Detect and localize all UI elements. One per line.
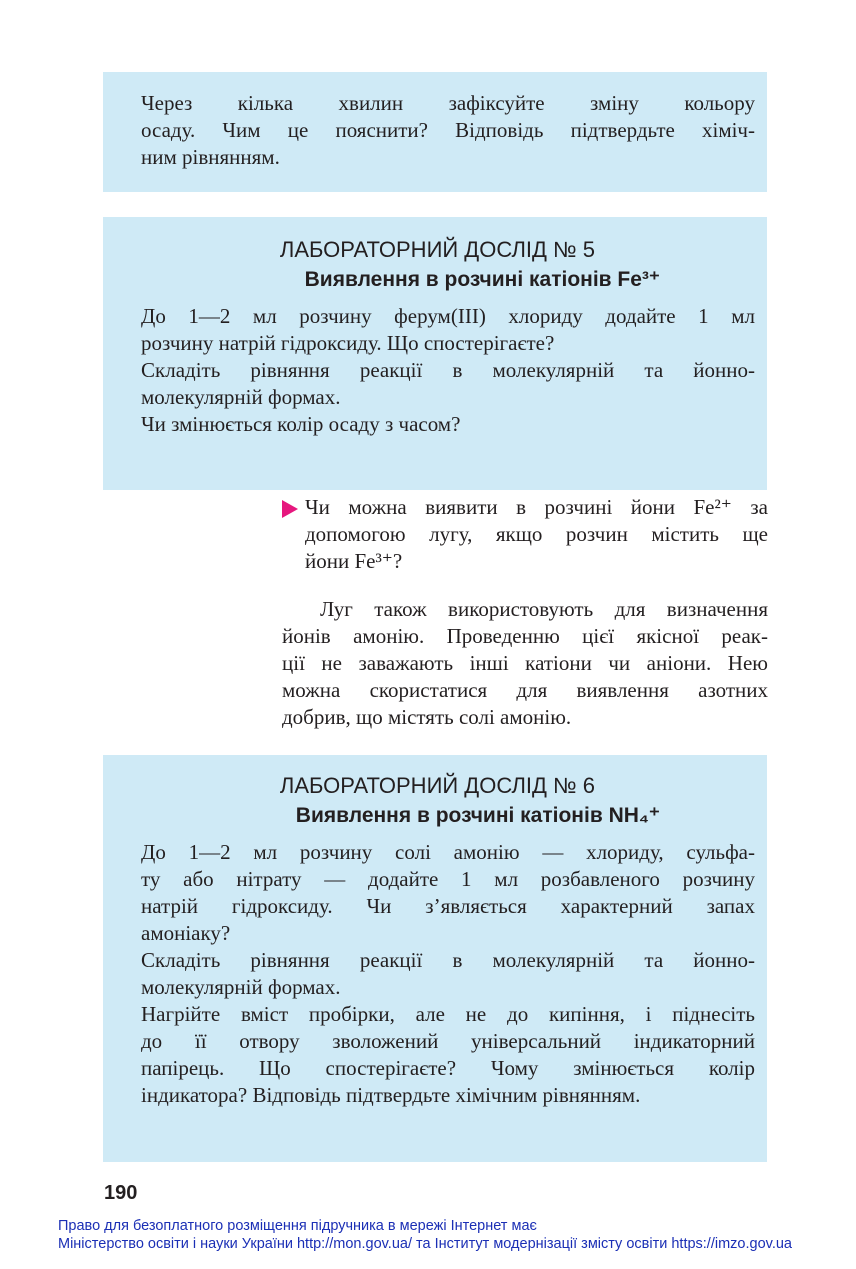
paragraph [141, 411, 755, 438]
text-line: ції не заважають інші катіони чи аніони. Нею [282, 651, 768, 675]
text-line: добрив, що містять солі амонію. [282, 705, 572, 729]
text-line: розчину натрій гідроксиду. Що спостерігаєте? [141, 331, 555, 355]
lab-experiment-6-box [103, 755, 767, 1162]
text-line: до її отвору зволожений універсальний індикаторний [141, 1029, 755, 1053]
text-line: ним рівнянням. [141, 145, 280, 169]
text-line: амоніаку? [141, 921, 231, 945]
text-line: Складіть рівняння реакції в молекулярній та йонно- [141, 358, 755, 382]
question-block [305, 494, 768, 575]
text-line: Чи змінюється колір осаду з часом? [141, 412, 461, 436]
intro-box [103, 72, 767, 192]
footer-rights-line-2: Міністерство освіти і науки України http://mon.gov.ua/ та Інститут модернізації змісту освіти https://imzo.gov.ua [58, 1236, 792, 1252]
text-line: Складіть рівняння реакції в молекулярній та йонно- [141, 948, 755, 972]
text-line: йонів амонію. Проведенню цієї якісної реак- [282, 624, 768, 648]
paragraph [141, 947, 755, 1001]
text-line: можна скористатися для виявлення азотних [282, 678, 768, 702]
text-line: молекулярній формах. [141, 975, 341, 999]
paragraph [141, 1001, 755, 1109]
text-line: Чи можна виявити в розчині йони Fe²⁺ за [305, 495, 768, 519]
text-line: папірець. Що спостерігаєте? Чому змінюється колір [141, 1056, 755, 1080]
text-line: До 1—2 мл розчину солі амонію — хлориду, сульфа- [141, 840, 755, 864]
text-line: ту або нітрату — додайте 1 мл розбавленого розчину [141, 867, 755, 891]
lab-5-title: ЛАБОРАТОРНИЙ ДОСЛІД № 5 [279, 237, 595, 262]
lab-5-subtitle: Виявлення в розчині катіонів Fe³⁺ [304, 268, 660, 291]
text-line: йони Fe³⁺? [305, 549, 403, 573]
page-number: 190 [104, 1182, 138, 1204]
text-line: осаду. Чим це пояснити? Відповідь підтвердьте хіміч- [141, 118, 755, 142]
text-line: До 1—2 мл розчину ферум(III) хлориду додайте 1 мл [141, 304, 755, 328]
paragraph [141, 357, 755, 411]
footer-rights-line-1: Право для безоплатного розміщення підручника в мережі Інтернет має [58, 1218, 537, 1234]
lab-6-title: ЛАБОРАТОРНИЙ ДОСЛІД № 6 [279, 773, 595, 798]
paragraph [141, 839, 755, 947]
question-marker-icon [282, 500, 298, 518]
text-line: молекулярній формах. [141, 385, 341, 409]
lab-experiment-5-box [103, 217, 767, 490]
paragraph [141, 303, 755, 357]
note-paragraph [282, 596, 768, 731]
text-line: Луг також використовують для визначення [320, 597, 768, 621]
text-line: індикатора? Відповідь підтвердьте хімічним рівнянням. [141, 1083, 641, 1107]
lab-6-subtitle: Виявлення в розчині катіонів NH₄⁺ [295, 804, 660, 827]
text-line: натрій гідроксиду. Чи з’являється характерний запах [141, 894, 755, 918]
text-line: Через кілька хвилин зафіксуйте зміну кольору [141, 91, 755, 115]
text-line: допомогою лугу, якщо розчин містить ще [305, 522, 768, 546]
text-line: Нагрійте вміст пробірки, але не до кипіння, і піднесіть [141, 1002, 755, 1026]
